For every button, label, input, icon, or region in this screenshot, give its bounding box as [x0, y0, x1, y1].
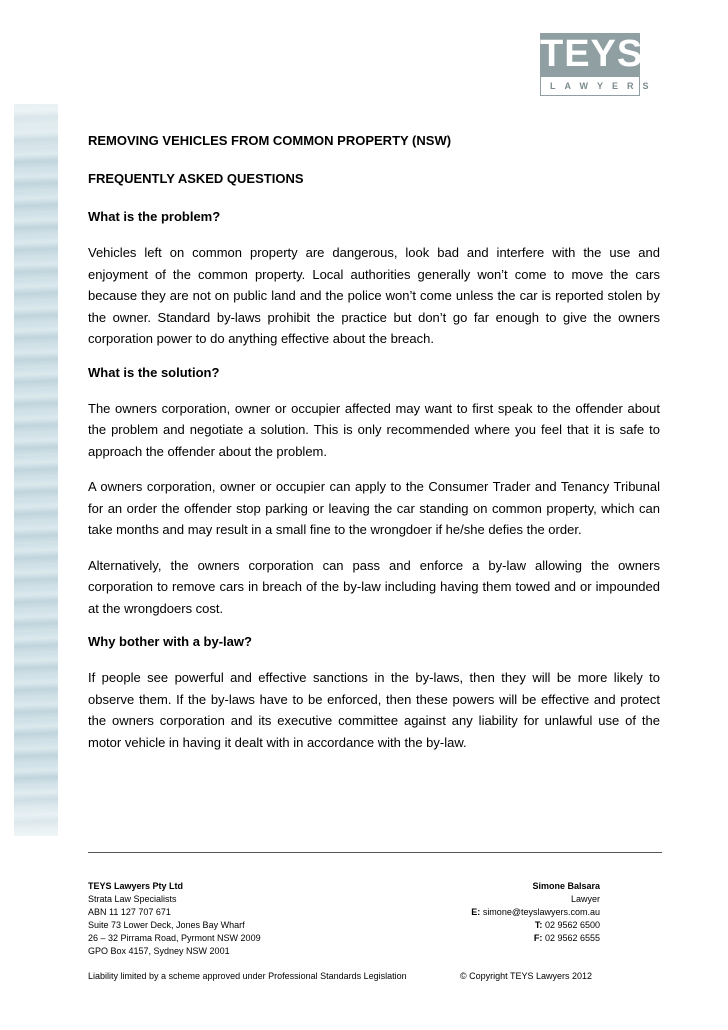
footer-company-details [88, 880, 408, 958]
footer-email-line [380, 906, 600, 919]
footer-email-label: E: [471, 907, 481, 917]
footer-contact-role: Lawyer [570, 894, 600, 904]
document-body [88, 132, 660, 767]
section-question-solution: What is the solution? [88, 364, 220, 380]
footer-contact-details [380, 880, 600, 945]
paragraph-solution-1: The owners corporation, owner or occupier affected may want to first speak to the offender about the problem and negotiate a solution. This is only recommended where you feel that it is safe to approach the offender about the problem. [88, 400, 660, 459]
document-subtitle: FREQUENTLY ASKED QUESTIONS [88, 171, 304, 186]
footer-fax-line [380, 932, 600, 945]
footer-phone: 02 9562 6500 [544, 920, 600, 930]
section-question-problem: What is the problem? [88, 209, 221, 224]
footer-contact-name: Simone Balsara [532, 881, 600, 891]
footer-copyright: © Copyright TEYS Lawyers 2012 [460, 971, 593, 981]
paragraph-solution-3: Alternatively, the owners corporation can pass and enforce a by-law allowing the owners corporation to remove cars in breach of the by-law including having them towed and or impounded at the wrongdoers cost. [88, 557, 660, 616]
footer-abn: ABN 11 127 707 671 [88, 907, 171, 917]
footer-liability-notice: Liability limited by a scheme approved under Professional Standards Legislation [88, 971, 407, 981]
document-title: REMOVING VEHICLES FROM COMMON PROPERTY (NSW) [88, 133, 452, 148]
footer-email-link[interactable]: simone@teyslawyers.com.au [482, 907, 600, 917]
logo-subtitle: LAWYERS [540, 76, 640, 96]
footer-divider [88, 852, 662, 853]
footer-phone-line [380, 919, 600, 932]
footer-company-name: TEYS Lawyers Pty Ltd [88, 881, 184, 891]
footer-fax-label: F: [533, 933, 543, 943]
paragraph-problem: Vehicles left on common property are dangerous, look bad and interfere with the use and enjoyment of the common property. Local authorities generally won’t come to move the cars because they are not on public land and the police won’t come unless the car is reported stolen by the owner. Standard by-laws prohibit the practice but don’t go far enough to give the owners corporation power to do anything effective about the breach. [88, 245, 660, 346]
paragraph-bylaw: If people see powerful and effective sanctions in the by-laws, then they will be more likely to observe them. If the by-laws have to be enforced, then these powers will be effective and protect the owners corporation and its executive committee against any liability for unlawful use of the motor vehicle in having it dealt with in accordance with the by-law. [88, 670, 660, 750]
paragraph-solution-2: A owners corporation, owner or occupier can apply to the Consumer Trader and Tenancy Tribunal for an order the offender stop parking or leaving the car standing on common property, which can take months and may result in a small fine to the wrongdoer if he/she defies the order. [88, 479, 660, 537]
section-question-bylaw: Why bother with a by-law? [88, 634, 252, 649]
footer-address-line-3: GPO Box 4157, Sydney NSW 2001 [88, 946, 230, 956]
decorative-water-strip [14, 104, 58, 836]
footer-address-line-2: 26 – 32 Pirrama Road, Pyrmont NSW 2009 [88, 933, 261, 943]
teys-lawyers-logo [540, 33, 658, 96]
footer-address-line-1: Suite 73 Lower Deck, Jones Bay Wharf [88, 920, 245, 930]
footer-tagline: Strata Law Specialists [88, 894, 177, 904]
logo-wordmark: TEYS [540, 33, 644, 75]
footer-phone-label: T: [534, 920, 543, 930]
footer-fax: 02 9562 6555 [544, 933, 600, 943]
